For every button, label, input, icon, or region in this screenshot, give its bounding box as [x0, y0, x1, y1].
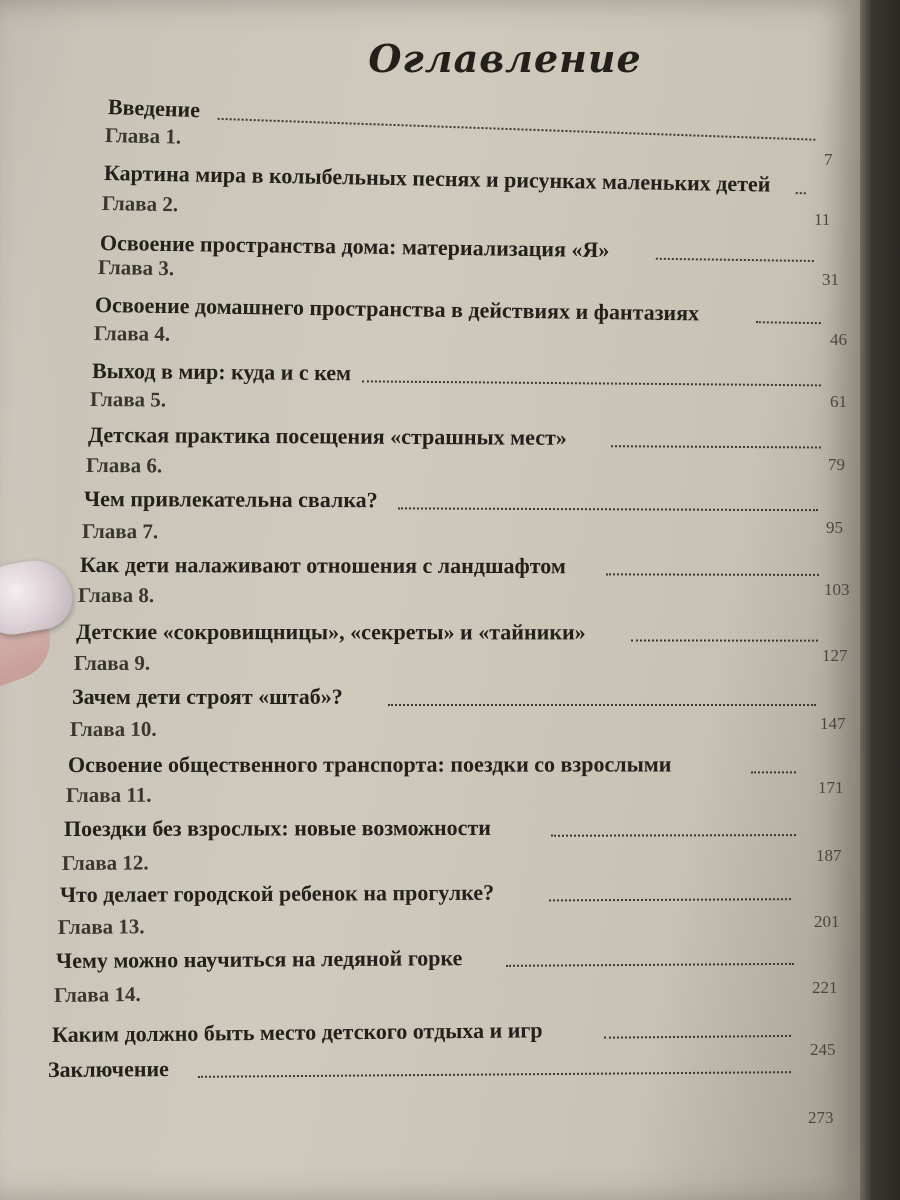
toc-entry-title: Каким должно быть место детского отдыха и игр	[51, 1017, 543, 1047]
toc-entry-title: Как дети налаживают отношения с ландшафтом	[79, 552, 566, 579]
dot-leader	[551, 834, 796, 837]
page-number: 147	[820, 714, 846, 733]
toc-entry-title: Зачем дети строят «штаб»?	[72, 684, 343, 709]
chapter-label-text: Глава 1.	[104, 123, 182, 149]
toc-entry[interactable]	[80, 550, 843, 582]
toc-entry-title: Детская практика посещения «страшных мест»	[87, 422, 567, 450]
chapter-label	[101, 188, 179, 218]
dot-leader	[198, 1071, 791, 1078]
page-number: 79	[828, 455, 845, 474]
chapter-label-text: Глава 14.	[53, 982, 141, 1007]
dot-leader	[398, 507, 818, 511]
toc-entry-title: Что делает городской ребенок на прогулке?	[59, 879, 495, 907]
toc-entry[interactable]	[88, 420, 845, 455]
dot-leader	[751, 771, 796, 773]
chapter-label-text: Глава 11.	[65, 782, 152, 807]
toc-entry-title: Поездки без взрослых: новые возможности	[63, 814, 491, 841]
toc-entry-title: Заключение	[47, 1056, 169, 1082]
chapter-label-text: Глава 7.	[81, 519, 159, 544]
chapter-label-text: Глава 9.	[74, 651, 151, 675]
chapter-label-text: Глава 8.	[77, 583, 155, 608]
toc-entry-title: Введение	[107, 94, 201, 123]
toc-entry-title: Освоение общественного транспорта: поездки со взрослыми	[67, 751, 672, 777]
dot-leader	[604, 1035, 791, 1039]
dot-leader	[606, 573, 819, 576]
dot-leader	[631, 639, 818, 641]
page-number: 7	[824, 150, 833, 169]
chapter-label-text: Глава 2.	[101, 191, 179, 217]
toc-entry[interactable]	[56, 941, 818, 976]
toc-entry[interactable]	[84, 484, 842, 517]
page-number: 171	[818, 778, 844, 797]
toc-entry[interactable]	[100, 228, 838, 268]
toc-entry[interactable]	[48, 1049, 815, 1085]
chapter-label-text: Глава 4.	[93, 321, 171, 346]
toc-entry[interactable]	[92, 356, 845, 393]
toc-entry-title: Чему можно научиться на ледяной горке	[55, 945, 463, 973]
dot-leader	[549, 898, 791, 901]
dot-leader	[218, 118, 816, 141]
toc-entry[interactable]	[60, 876, 815, 910]
toc-entry-title: Освоение домашнего пространства в действиях и фантазиях	[94, 292, 700, 326]
chapter-label-text: Глава 10.	[69, 716, 157, 741]
toc-entry[interactable]	[76, 617, 842, 648]
toc-entry[interactable]	[68, 749, 820, 780]
page-number: 11	[814, 210, 831, 229]
toc-entry[interactable]	[107, 92, 840, 148]
toc-entry[interactable]	[95, 290, 845, 330]
toc-entry-title: Детские «сокровищницы», «секреты» и «тайники»	[75, 619, 586, 645]
chapter-label	[104, 120, 182, 150]
page-number: 127	[822, 646, 848, 665]
book-edge	[860, 0, 900, 1200]
page-number: 31	[822, 270, 839, 289]
page-number: 273	[808, 1108, 834, 1127]
chapter-label	[97, 252, 175, 282]
chapter-label-text: Глава 13.	[57, 914, 145, 939]
page-number: 46	[830, 330, 847, 349]
dot-leader	[756, 321, 821, 324]
toc-entry-title: Чем привлекательна свалка?	[83, 486, 378, 513]
toc-entry-title: Выход в мир: куда и с кем	[91, 358, 352, 386]
page-title: Оглавление	[368, 36, 642, 81]
page-number: 95	[826, 518, 843, 537]
chapter-label-text: Глава 3.	[97, 255, 175, 281]
dot-leader	[656, 258, 814, 262]
page-number: 201	[814, 912, 840, 931]
page-number: 61	[830, 392, 847, 411]
toc-entry-title: Картина мира в колыбельных песнях и рисунках маленьких детей	[103, 160, 771, 197]
chapter-label-text: Глава 6.	[85, 453, 163, 478]
page-number: 187	[816, 846, 842, 865]
toc-entry[interactable]	[104, 158, 830, 201]
page-number: 103	[824, 580, 850, 599]
dot-leader	[506, 963, 794, 967]
chapter-label-text: Глава 5.	[89, 387, 167, 412]
toc-entry[interactable]	[52, 1013, 815, 1050]
dot-leader	[362, 380, 821, 386]
page-number: 245	[810, 1040, 836, 1059]
toc-entry[interactable]	[64, 812, 820, 844]
toc-entry-title: Освоение пространства дома: материализация «Я»	[99, 230, 610, 263]
page-number: 221	[812, 978, 838, 997]
dot-leader	[388, 704, 816, 706]
chapter-label-text: Глава 12.	[61, 850, 149, 875]
dot-leader	[611, 445, 821, 448]
dot-leader	[796, 192, 806, 194]
toc-entry[interactable]	[72, 682, 840, 712]
